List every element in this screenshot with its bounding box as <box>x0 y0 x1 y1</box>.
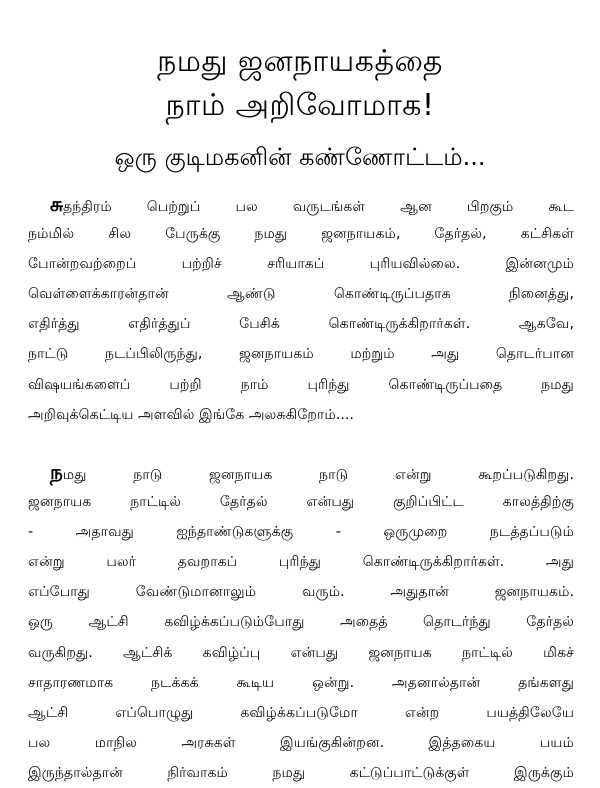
paragraph-line: அறிவுக்கெட்டிய அளவில் இங்கே அலசுகிறோம்.... <box>28 406 354 423</box>
paragraph-line: வருகிறது. ஆட்சிக் கவிழ்ப்பு என்பது ஜனநாயக நாட்டில் மிகச் <box>28 644 574 661</box>
paragraph-line: என்று பலர் தவறாகப் புரிந்து கொண்டிருக்கிறார்கள். அது <box>28 554 574 571</box>
paragraph-line: நம்மில் சில பேருக்கு நமது ஜனநாயகம், தேர்தல், கட்சிகள் <box>28 226 574 243</box>
drop-cap: ந <box>50 460 63 484</box>
paragraph-line: ஜனநாயக நாட்டில் தேர்தல் என்பது குறிப்பிட்ட காலத்திற்கு <box>28 494 574 511</box>
paragraph-line: ஒரு ஆட்சி கவிழ்க்கப்படும்போது அதைத் தொடர்ந்து தேர்தல் <box>28 614 574 631</box>
paragraph-line: போன்றவற்றைப் பற்றிச் சரியாகப் புரியவில்லை. இன்னமும் <box>28 256 574 273</box>
page-title <box>0 40 600 128</box>
paragraph-line: சுதந்திரம் பெற்றுப் பல வருடங்கள் ஆன பிறகும் கூட <box>50 192 574 216</box>
paragraph-line: விஷயங்களைப் பற்றி நாம் புரிந்து கொண்டிருப்பதை நமது <box>28 376 574 393</box>
page-subtitle: ஒரு குடிமகனின் கண்ணோட்டம்... <box>114 143 486 171</box>
paragraph-line: - அதாவது ஐந்தாண்டுகளுக்கு - ஒருமுறை நடத்தப்படும் <box>28 524 574 541</box>
title-line-1: நமது ஜனநாயகத்தை <box>157 44 443 79</box>
paragraph-line: பல மாநில அரசுகள் இயங்குகின்றன. இத்தகைய பயம் <box>28 734 574 751</box>
drop-cap: சு <box>50 192 64 216</box>
paragraph-line: ஆட்சி எப்பொழுது கவிழ்க்கப்படுமோ என்ற பயத்திலேயே <box>28 704 574 721</box>
paragraph-line: சாதாரணமாக நடக்கக் கூடிய ஒன்று. அதனால்தான் தங்களது <box>28 674 574 691</box>
paragraph-line: எதிர்த்து எதிர்த்துப் பேசிக் கொண்டிருக்கிறார்கள். ஆகவே, <box>28 316 574 333</box>
paragraph-line: வெள்ளைக்காரன்தான் ஆண்டு கொண்டிருப்பதாக நினைத்து, <box>28 286 574 303</box>
paragraph-2 <box>28 457 574 788</box>
title-line-2: நாம் அறிவோமாக! <box>165 88 435 123</box>
paragraph-1 <box>28 189 574 430</box>
paragraph-line: நமது நாடு ஜனநாயக நாடு என்று கூறப்படுகிறது. <box>50 460 574 484</box>
paragraph-line: இருந்தால்தான் நிர்வாகம் நமது கட்டுப்பாட்டுக்குள் இருக்கும் <box>28 764 574 781</box>
paragraph-line: எப்போது வேண்டுமானாலும் வரும். அதுதான் ஜனநாயகம். <box>28 584 574 601</box>
paragraph-line: நாட்டு நடப்பிலிருந்து, ஜனநாயகம் மற்றும் அது தொடர்பான <box>28 346 574 363</box>
